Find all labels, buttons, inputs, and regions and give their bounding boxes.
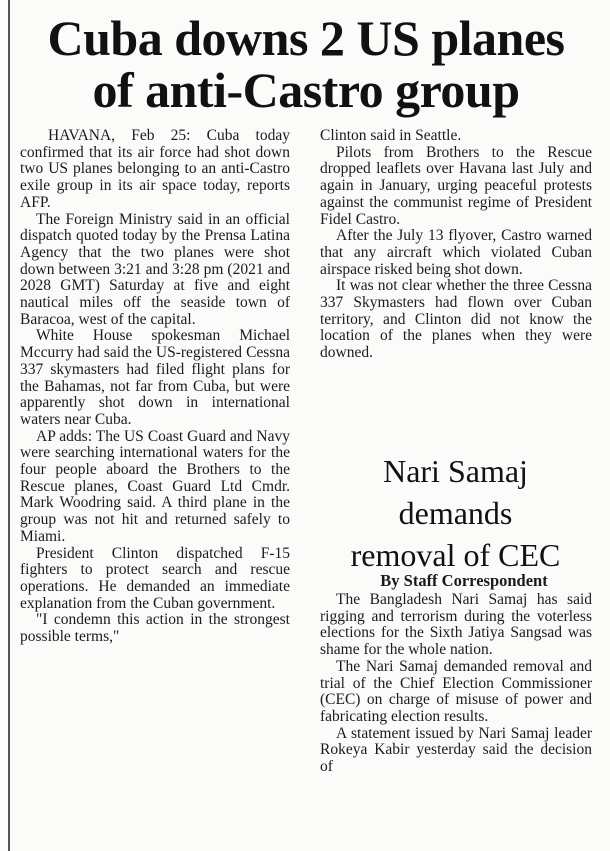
- second-story-paragraph-3: A statement issued by Nari Samaj leader Rokeya Kabir yesterday said the decision of: [320, 724, 592, 776]
- second-headline-line2: demands: [398, 495, 513, 531]
- right-paragraph-3: After the July 13 flyover, Castro warned that any aircraft which violated Cuban airspace risked being shot down.: [320, 227, 592, 278]
- byline: By Staff Correspondent: [380, 571, 548, 590]
- main-headline-line2: of anti-Castro group: [92, 62, 520, 118]
- second-headline-line1: Nari Samaj: [383, 453, 528, 489]
- second-story-paragraph-1: The Bangladesh Nari Samaj has said rigging and terrorism during the voterless elections for the Sixth Jatiya Sangsad was shame for the whole nation.: [320, 591, 592, 659]
- right-column-continuation: [320, 128, 592, 362]
- left-paragraph-2: The Foreign Ministry said in an official dispatch quoted today by the Prensa Latina Agency that the two planes were shot down between 3:21 and 3:28 pm (2021 and 2028 GMT) Saturday at five and eight nautical miles off the seaside town of Baracoa, west of the capital.: [20, 210, 290, 328]
- second-story-headline: [318, 450, 593, 576]
- main-headline-line1: Cuba downs 2 US planes: [47, 10, 565, 66]
- left-paragraph-4: AP adds: The US Coast Guard and Navy were searching international waters for the four people aboard the Brothers to the Rescue planes, Coast Guard Ltd Cmdr. Mark Woodring said. A third plane in the group was not hit and returned safely to Miami.: [20, 427, 290, 545]
- right-paragraph-4: It was not clear whether the three Cessna 337 Skymasters had flown over Cuban territory, and Clinton did not know the location of the planes when they were downed.: [320, 277, 592, 362]
- left-border-rule: [8, 0, 10, 851]
- second-story-paragraph-2: The Nari Samaj demanded removal and trial of the Chief Election Commissioner (CEC) on charge of misuse of power and fabricating election results.: [320, 657, 592, 725]
- right-paragraph-2: Pilots from Brothers to the Rescue dropped leaflets over Havana last July and again in January, urging peaceful protests against the communist regime of President Fidel Castro.: [320, 143, 592, 228]
- second-story-body: [320, 592, 592, 776]
- left-column: [20, 128, 290, 646]
- main-headline: [16, 12, 596, 116]
- second-headline-line3: removal of CEC: [350, 537, 561, 573]
- left-paragraph-1: HAVANA, Feb 25: Cuba today confirmed that its air force had shot down two US planes belonging to an anti-Castro exile group in its air space today, reports AFP.: [20, 127, 290, 211]
- left-paragraph-6: "I condemn this action in the strongest possible terms,": [20, 611, 290, 646]
- left-paragraph-5: President Clinton dispatched F-15 fighters to protect search and rescue operations. He demanded an immediate explanation from the Cuban government.: [20, 544, 290, 612]
- right-paragraph-1: Clinton said in Seattle.: [320, 127, 462, 144]
- left-paragraph-3: White House spokesman Michael Mccurry had said the US-registered Cessna 337 skymasters had filed flight plans for the Bahamas, not far from Cuba, but were apparently shot down in international waters near Cuba.: [20, 327, 290, 428]
